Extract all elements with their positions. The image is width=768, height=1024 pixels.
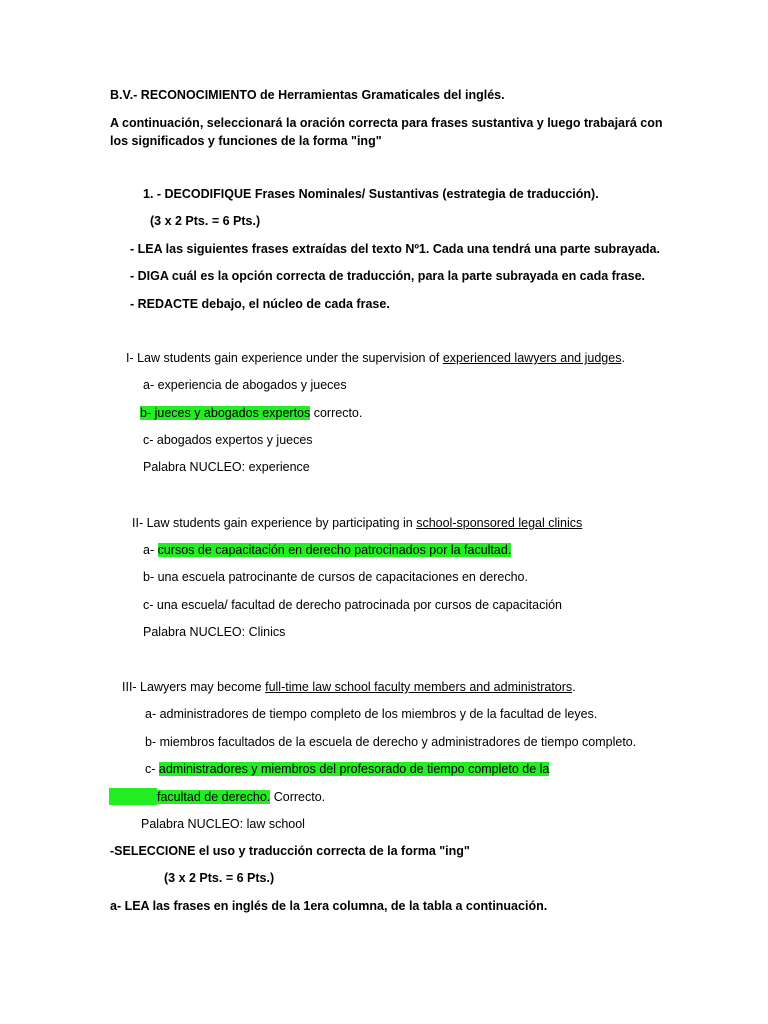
q1-option-a: a- experiencia de abogados y jueces: [143, 378, 347, 392]
instruction-redacte: - REDACTE debajo, el núcleo de cada frase.: [130, 297, 390, 311]
question-3-suffix: .: [572, 680, 576, 694]
q2-option-a: [143, 542, 511, 558]
question-2: [132, 515, 582, 531]
instruction-lea: - LEA las siguientes frases extraídas del texto Nº1. Cada una tendrá una parte subrayada.: [130, 242, 660, 256]
q3-nucleo: Palabra NUCLEO: law school: [141, 817, 305, 831]
section-title: B.V.- RECONOCIMIENTO de Herramientas Gramaticales del inglés.: [110, 88, 505, 102]
question-1: [126, 350, 625, 366]
q3-highlight-block: [109, 788, 157, 805]
question-3-underlined: full-time law school faculty members and administrators: [265, 680, 573, 694]
section2-points: (3 x 2 Pts. = 6 Pts.): [164, 871, 275, 885]
q1-option-b-highlight: b- jueces y abogados expertos: [140, 406, 311, 420]
q2-nucleo: Palabra NUCLEO: Clinics: [143, 625, 286, 639]
intro-line-2: los significados y funciones de la forma "ing": [110, 134, 382, 148]
q2-option-a-highlight: cursos de capacitación en derecho patrocinados por la facultad.: [157, 543, 512, 557]
question-1-suffix: .: [621, 351, 625, 365]
section2-instruction: a- LEA las frases en inglés de la 1era columna, de la tabla a continuación.: [110, 899, 548, 913]
q3-option-c: [145, 761, 549, 777]
q3-option-c-label: c-: [145, 762, 159, 776]
q2-option-b: b- una escuela patrocinante de cursos de capacitaciones en derecho.: [143, 570, 528, 584]
section2-heading: -SELECCIONE el uso y traducción correcta de la forma "ing": [110, 844, 470, 858]
q3-option-c-highlight: administradores y miembros del profesorado de tiempo completo de la: [158, 762, 550, 776]
q2-option-c: c- una escuela/ facultad de derecho patrocinada por cursos de capacitación: [143, 598, 563, 612]
q3-option-c-rest: Correcto.: [270, 790, 326, 804]
q3-option-c-highlight-2: facultad de derecho.: [157, 790, 271, 804]
intro-line-1: A continuación, seleccionará la oración correcta para frases sustantiva y luego trabajará con: [110, 116, 663, 130]
question-2-text: II- Law students gain experience by participating in: [132, 516, 417, 530]
question-1-underlined: experienced lawyers and judges: [442, 351, 622, 365]
q3-option-c-continued: [157, 789, 325, 805]
question-3: [122, 679, 576, 695]
q1-option-b: [140, 405, 362, 421]
q3-option-b: b- miembros facultados de la escuela de derecho y administradores de tiempo completo.: [145, 735, 637, 749]
q1-nucleo: Palabra NUCLEO: experience: [143, 460, 310, 474]
question-1-text: I- Law students gain experience under the supervision of: [126, 351, 443, 365]
q2-option-a-label: a-: [143, 543, 158, 557]
section1-points: (3 x 2 Pts. = 6 Pts.): [150, 214, 261, 228]
section1-heading: 1. - DECODIFIQUE Frases Nominales/ Sustantivas (estrategia de traducción).: [143, 187, 599, 201]
q3-option-a: a- administradores de tiempo completo de los miembros y de la facultad de leyes.: [145, 707, 598, 721]
question-2-underlined: school-sponsored legal clinics: [416, 516, 583, 530]
q1-option-c: c- abogados expertos y jueces: [143, 433, 313, 447]
instruction-diga: - DIGA cuál es la opción correcta de traducción, para la parte subrayada en cada frase.: [130, 269, 646, 283]
question-3-text: III- Lawyers may become: [122, 680, 266, 694]
q1-option-b-rest: correcto.: [310, 406, 363, 420]
